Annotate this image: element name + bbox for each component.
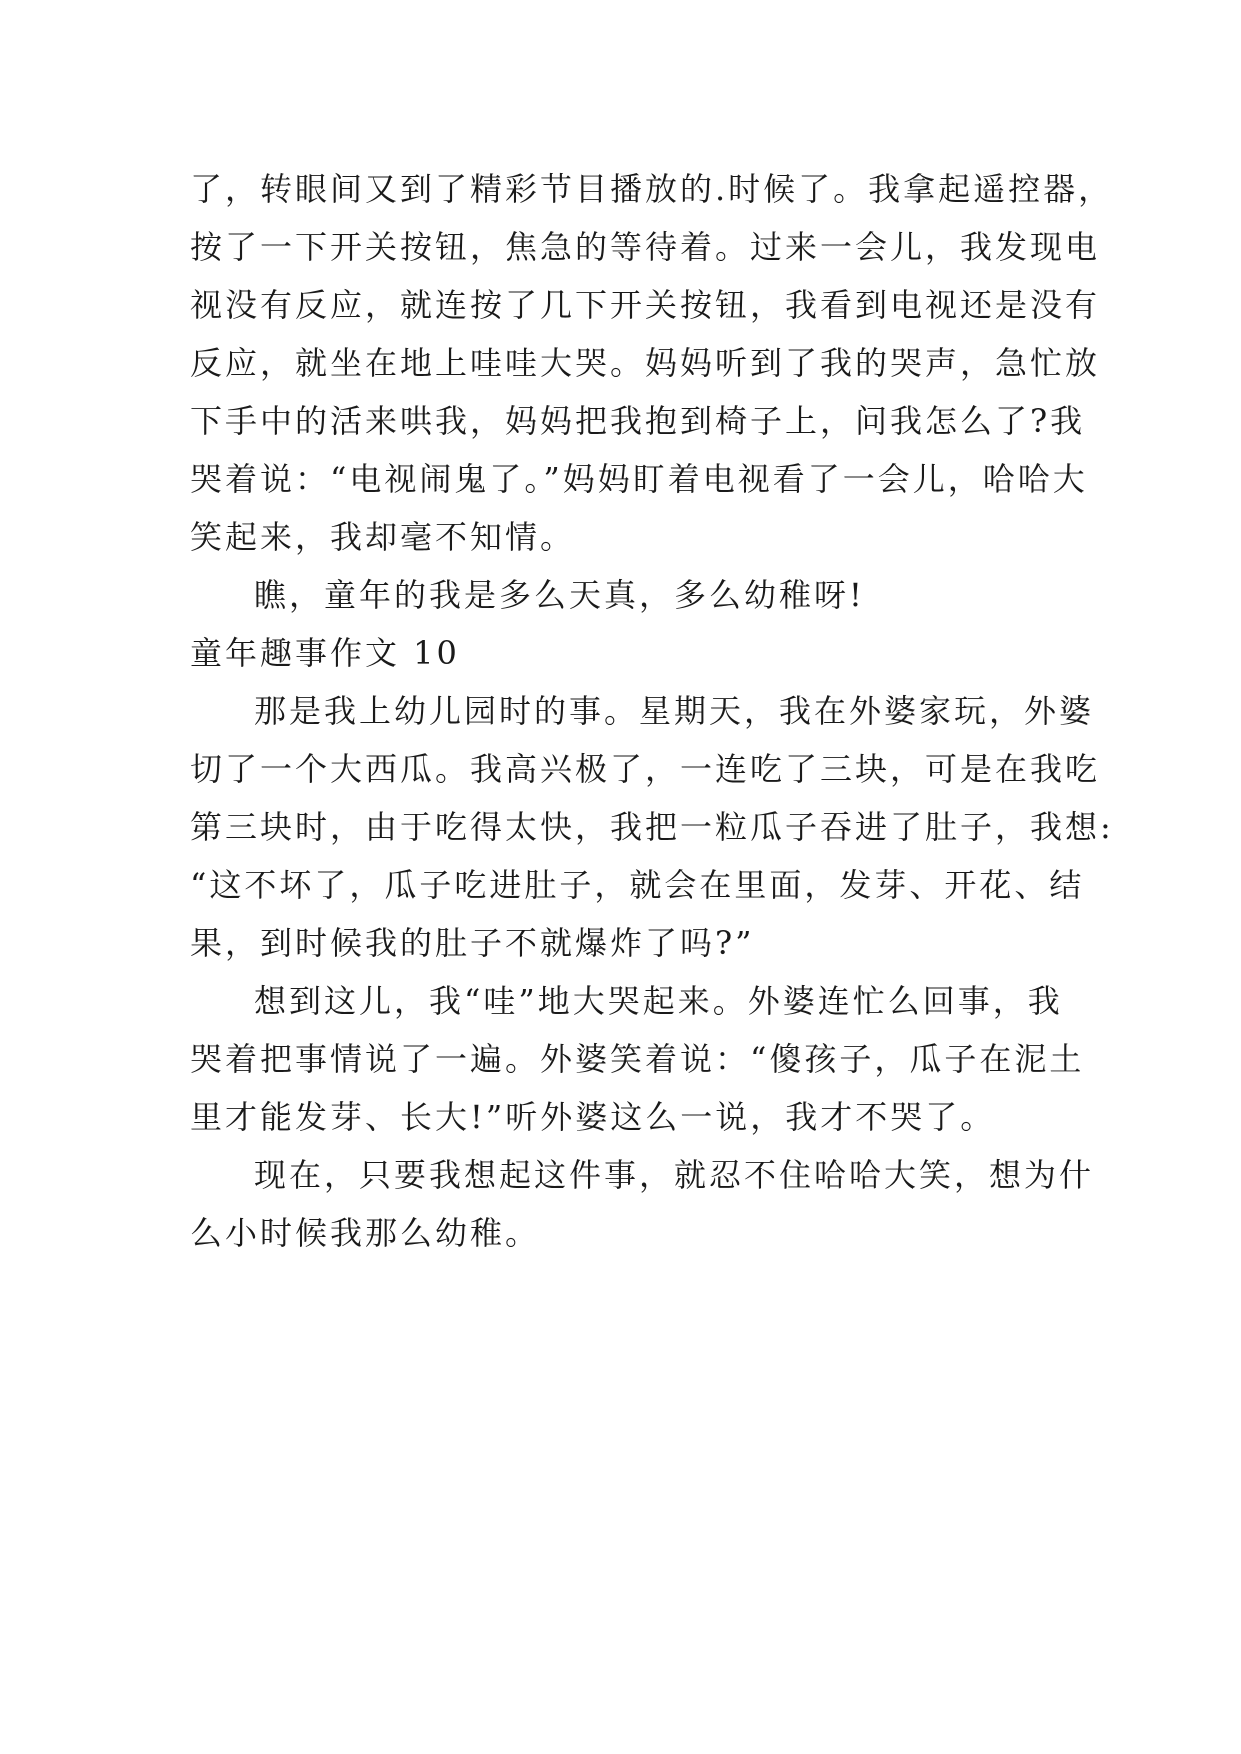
document-body <box>190 160 1114 1262</box>
text-line: 了，转眼间又到了精彩节目播放的.时候了。我拿起遥控器， <box>190 170 1114 208</box>
paragraph <box>190 1146 1095 1262</box>
text-line: 果，到时候我的肚子不就爆炸了吗?” <box>190 924 755 962</box>
text-line: 反应，就坐在地上哇哇大哭。妈妈听到了我的哭声，急忙放 <box>190 344 1101 382</box>
text-line: 想到这儿，我“哇”地大哭起来。外婆连忙么回事，我 <box>254 982 1063 1020</box>
text-line: 第三块时，由于吃得太快，我把一粒瓜子吞进了肚子，我想: <box>190 808 1114 846</box>
text-line: 切了一个大西瓜。我高兴极了，一连吃了三块，可是在我吃 <box>190 750 1101 788</box>
text-line: 按了一下开关按钮，焦急的等待着。过来一会儿，我发现电 <box>190 228 1101 266</box>
heading-text: 童年趣事作文 10 <box>190 634 460 672</box>
text-line: 么小时候我那么幼稚。 <box>190 1214 541 1252</box>
text-line: 哭着说：“电视闹鬼了。”妈妈盯着电视看了一会儿，哈哈大 <box>190 460 1088 498</box>
text-line: “这不坏了，瓜子吃进肚子，就会在里面，发芽、开花、结 <box>190 866 1085 904</box>
text-line: 笑起来，我却毫不知情。 <box>190 518 576 556</box>
section-heading <box>190 624 1070 682</box>
paragraph <box>190 682 1114 972</box>
text-line: 瞧，童年的我是多么天真，多么幼稚呀! <box>254 576 865 614</box>
paragraph <box>190 566 1070 624</box>
text-line: 现在，只要我想起这件事，就忍不住哈哈大笑，想为什 <box>254 1156 1095 1194</box>
text-line: 下手中的活来哄我，妈妈把我抱到椅子上，问我怎么了?我 <box>190 402 1086 440</box>
text-line: 那是我上幼儿园时的事。星期天，我在外婆家玩，外婆 <box>254 692 1095 730</box>
paragraph <box>190 160 1114 566</box>
paragraph <box>190 972 1085 1146</box>
text-line: 哭着把事情说了一遍。外婆笑着说：“傻孩子，瓜子在泥土 <box>190 1040 1085 1078</box>
text-line: 视没有反应，就连按了几下开关按钮，我看到电视还是没有 <box>190 286 1101 324</box>
text-line: 里才能发芽、长大!”听外婆这么一说，我才不哭了。 <box>190 1098 996 1136</box>
